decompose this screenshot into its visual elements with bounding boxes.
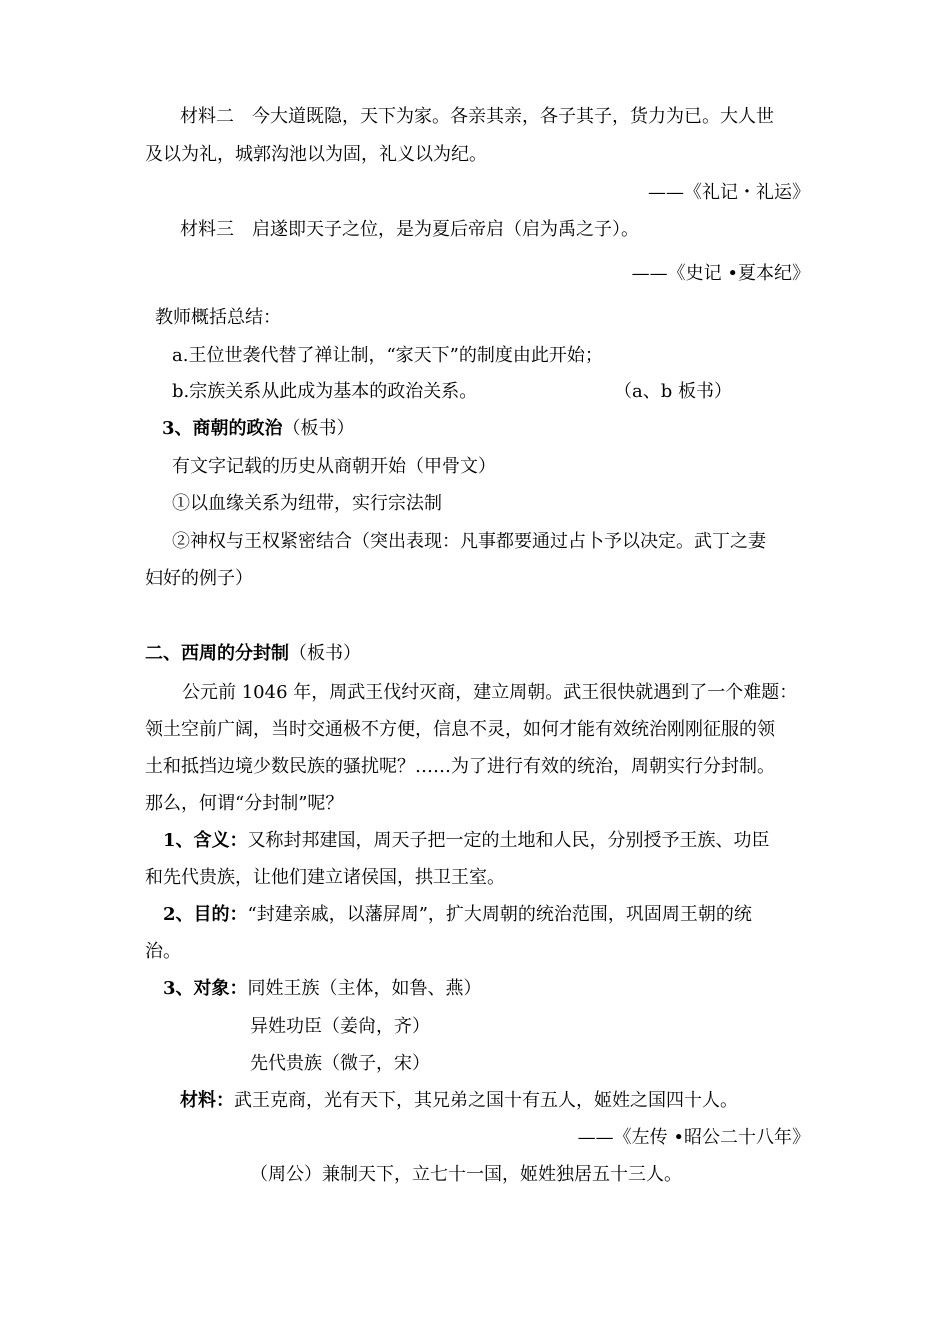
zhou-definition-line-1	[163, 832, 770, 850]
material-3-source: ——《史记 •夏本纪》	[631, 263, 810, 284]
material-3-text: 启遂即天子之位，是为夏后帝启（启为禹之子）。	[252, 219, 639, 240]
shang-intro: 有文字记载的历史从商朝开始（甲骨文）	[172, 456, 496, 477]
material-2-line-2: 及以为礼，城郭沟池以为固，礼义以为纪。	[145, 144, 487, 165]
summary-board-note: （a、b 板书）	[614, 381, 732, 402]
shang-point-1: ①以血缘关系为纽带，实行宗法制	[172, 493, 442, 514]
material-3-line	[180, 221, 639, 239]
zhou-target-line-1	[163, 980, 482, 998]
material-2-text-1: 今大道既隐，天下为家。各亲其亲，各子其子，货力为已。大人世	[252, 106, 774, 127]
zhou-material-label: 材料：	[180, 1090, 234, 1111]
shang-heading-note: （板书）	[282, 418, 355, 439]
zhou-goal-text-1: “封建亲戚，以藩屏周”，扩大周朝的统治范围，巩固周王朝的统	[247, 904, 752, 925]
material-3-label: 材料三	[180, 219, 234, 240]
zhou-target-label: 3、对象：	[163, 978, 248, 999]
zhou-goal-label: 2、目的：	[163, 904, 248, 925]
zhou-intro-line-2: 领土空前广阔，当时交通极不方便，信息不灵，如何才能有效统治刚刚征服的领	[145, 719, 775, 740]
summary-heading: 教师概括总结：	[155, 307, 281, 328]
shang-heading-title: 3、商朝的政治	[162, 418, 283, 439]
zhou-definition-line-2: 和先代贵族，让他们建立诸侯国，拱卫王室。	[145, 867, 505, 888]
shang-point-2-line-2: 妇好的例子）	[145, 568, 253, 589]
zhou-intro-line-4: 那么，何谓“分封制”呢？	[145, 793, 344, 814]
zhou-heading-note: （板书）	[289, 643, 361, 664]
zhou-material-source: ——《左传 •昭公二十八年》	[577, 1127, 810, 1148]
zhou-goal-line-1	[163, 906, 752, 924]
summary-point-a: a.王位世袭代替了禅让制，“家天下”的制度由此开始；	[172, 345, 603, 366]
shang-heading	[162, 420, 355, 438]
zhou-intro-line-1: 公元前 1046 年，周武王伐纣灭商，建立周朝。武王很快就遇到了一个难题：	[182, 682, 798, 703]
zhou-heading	[145, 645, 361, 663]
material-2-source: ——《礼记・礼运》	[648, 182, 810, 203]
material-2-line-1	[180, 108, 774, 126]
zhou-material-line	[180, 1092, 738, 1110]
zhou-material-text: 武王克商，光有天下，其兄弟之国十有五人，姬姓之国四十人。	[234, 1090, 738, 1111]
zhou-definition-text-1: 又称封邦建国，周天子把一定的土地和人民，分别授予王族、功臣	[247, 830, 770, 851]
zhou-last-line: （周公）兼制天下，立七十一国，姬姓独居五十三人。	[250, 1164, 682, 1185]
zhou-heading-title: 二、西周的分封制	[145, 643, 289, 664]
shang-point-2-line-1: ②神权与王权紧密结合（突出表现：凡事都要通过占卜予以决定。武丁之妻	[172, 531, 766, 552]
zhou-target-2: 异姓功臣（姜尙，齐）	[250, 1016, 430, 1037]
zhou-target-3: 先代贵族（微子，宋）	[250, 1053, 430, 1074]
zhou-goal-line-2: 治。	[145, 941, 181, 962]
zhou-definition-label: 1、含义：	[163, 830, 248, 851]
material-2-label: 材料二	[180, 106, 234, 127]
zhou-target-1: 同姓王族（主体，如鲁、燕）	[247, 978, 482, 999]
summary-point-b: b.宗族关系从此成为基本的政治关系。	[172, 381, 478, 402]
zhou-intro-line-3: 土和抵挡边境少数民族的骚扰呢？……为了进行有效的统治，周朝实行分封制。	[145, 756, 775, 777]
